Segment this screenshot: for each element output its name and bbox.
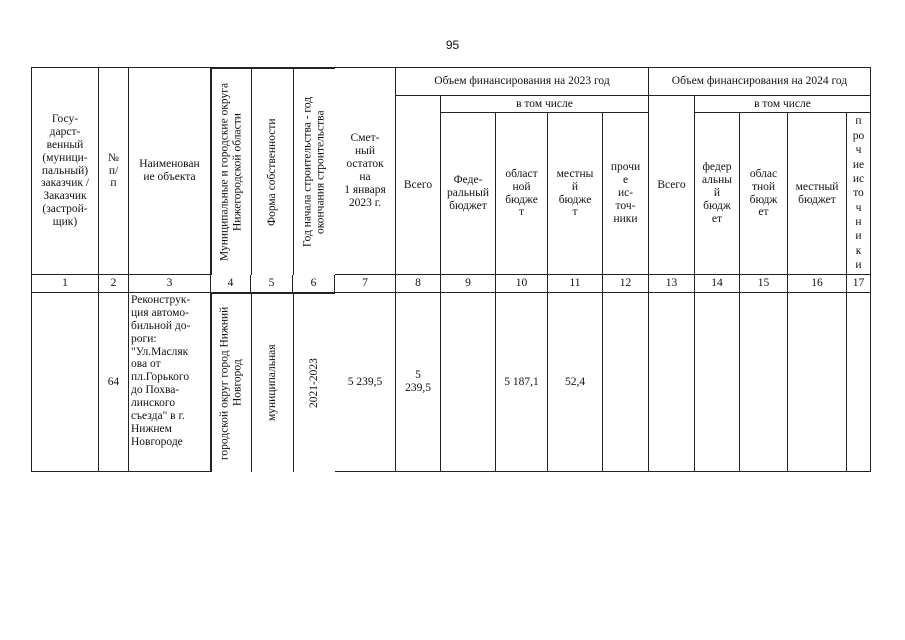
column-number	[251, 275, 293, 293]
column-number-text: 14	[711, 277, 723, 290]
header-including-2023-text: в том числе	[516, 97, 573, 110]
header-financing-2023	[396, 68, 649, 96]
header-local-2024-text: местный бюджет	[795, 180, 839, 206]
column-number	[32, 275, 99, 293]
column-number	[649, 275, 695, 293]
row-64-total-2023-text: 5 239,5	[405, 369, 431, 394]
header-other-2023	[603, 113, 649, 275]
column-number-text: 4	[227, 277, 234, 290]
column-number	[788, 275, 847, 293]
column-number	[211, 275, 251, 293]
header-local-2024	[788, 113, 847, 275]
column-number-text: 16	[811, 277, 823, 290]
header-federal-2024	[695, 113, 740, 275]
header-other-2023-text: прочи е ис- точ- ники	[610, 161, 641, 225]
column-number-text: 2	[110, 277, 117, 290]
header-other-2024-text: п ро ч ие ис то ч н и к и	[852, 115, 865, 272]
header-number-text: № п/ п	[108, 151, 119, 190]
header-including-2023	[441, 96, 649, 113]
row-64-loc-2023-text: 52,4	[564, 375, 586, 388]
row-64-oth-2024	[847, 293, 871, 472]
row-64-fed-2024	[695, 293, 740, 472]
header-municipality	[211, 68, 251, 275]
header-ownership-text: Форма собственности	[266, 118, 279, 226]
header-object-name	[129, 68, 211, 275]
row-64-total-2024	[649, 293, 695, 472]
row-64-name	[129, 293, 211, 472]
column-number-text: 17	[852, 277, 865, 290]
column-number	[847, 275, 871, 293]
column-number	[496, 275, 548, 293]
row-64-total-2023	[396, 293, 441, 472]
column-number-text: 3	[166, 277, 173, 290]
row-64-loc-2024	[788, 293, 847, 472]
row-64-loc-2023	[548, 293, 603, 472]
header-object-name-text: Наименован ие объекта	[139, 158, 200, 183]
column-number	[441, 275, 496, 293]
header-federal-2023-text: Феде- ральный бюджет	[447, 174, 489, 212]
column-number-text: 5	[268, 277, 275, 290]
row-64-municipality	[211, 293, 251, 472]
header-estimated-balance-text: Смет- ный остаток на 1 января 2023 г.	[344, 132, 386, 209]
row-64-num-text: 64	[107, 375, 120, 388]
column-number	[548, 275, 603, 293]
row-64-balance	[335, 293, 396, 472]
row-64-balance-text: 5 239,5	[347, 375, 383, 388]
column-number	[603, 275, 649, 293]
column-number	[293, 275, 335, 293]
header-total-2023	[396, 96, 441, 275]
column-number-text: 12	[619, 277, 632, 290]
header-construction-years	[293, 68, 335, 275]
column-number	[99, 275, 129, 293]
row-64-reg-2024	[740, 293, 788, 472]
column-number	[396, 275, 441, 293]
page-number: 95	[445, 38, 460, 52]
row-64-customer	[32, 293, 99, 472]
header-including-2024-text: в том числе	[754, 97, 811, 110]
column-number	[740, 275, 788, 293]
column-number	[695, 275, 740, 293]
row-64-ownership	[251, 293, 293, 472]
row-64-name-text: Реконструк- ция автомо- бильной до- роги: "Ул.Масляк ова от пл.Горького до Похва- линского съезда" в г. Нижнем Новгороде	[131, 294, 191, 448]
header-federal-2023	[441, 113, 496, 275]
header-construction-years-text: Год начала строительства - год окончания строительства	[301, 96, 327, 248]
header-total-2024	[649, 96, 695, 275]
column-number-text: 1	[62, 277, 68, 290]
header-regional-2024	[740, 113, 788, 275]
column-number	[335, 275, 396, 293]
header-financing-2024-text: Объем финансирования на 2024 год	[671, 75, 848, 88]
column-number	[129, 275, 211, 293]
header-other-2024	[847, 113, 871, 275]
column-number-text: 11	[569, 277, 581, 290]
header-customer-text: Госу- дарст- венный (муници- пальный) заказчик / Заказчик (застрой- щик)	[40, 113, 90, 229]
header-federal-2024-text: федер альны й бюдж ет	[701, 161, 733, 225]
row-64-oth-2023	[603, 293, 649, 472]
header-total-2024-text: Всего	[657, 178, 686, 191]
financing-table	[31, 67, 871, 472]
row-64-fed-2023	[441, 293, 496, 472]
header-regional-2023	[496, 113, 548, 275]
header-customer	[32, 68, 99, 275]
row-64-municipality-text: городской округ город Нижний Новгород	[218, 306, 244, 460]
row-64-ownership-text: муниципальная	[266, 344, 279, 422]
row-64-reg-2023-text: 5 187,1	[504, 375, 539, 388]
header-including-2024	[695, 96, 871, 113]
header-total-2023-text: Всего	[403, 178, 433, 191]
column-number-text: 10	[515, 277, 528, 290]
column-number-text: 7	[362, 277, 368, 290]
header-ownership	[251, 68, 293, 275]
column-number-text: 15	[757, 277, 770, 290]
row-64-years	[293, 293, 335, 472]
column-number-text: 6	[310, 277, 317, 290]
header-local-2023-text: местны й бюдже т	[556, 167, 594, 219]
header-financing-2023-text: Объем финансирования на 2023 год	[434, 75, 610, 88]
row-64-years-text: 2021-2023	[308, 358, 321, 408]
header-financing-2024	[649, 68, 871, 96]
column-number-text: 13	[665, 277, 678, 290]
header-regional-2024-text: облас тной бюдж ет	[749, 167, 778, 219]
header-local-2023	[548, 113, 603, 275]
row-64-reg-2023	[496, 293, 548, 472]
column-number-text: 9	[465, 277, 471, 290]
row-64-num	[99, 293, 129, 472]
header-regional-2023-text: област ной бюдже т	[505, 167, 538, 219]
header-estimated-balance	[335, 68, 396, 275]
header-number	[99, 68, 129, 275]
header-municipality-text: Муниципальные и городские округа Нижегородской области	[218, 82, 244, 262]
column-number-text: 8	[415, 277, 421, 290]
